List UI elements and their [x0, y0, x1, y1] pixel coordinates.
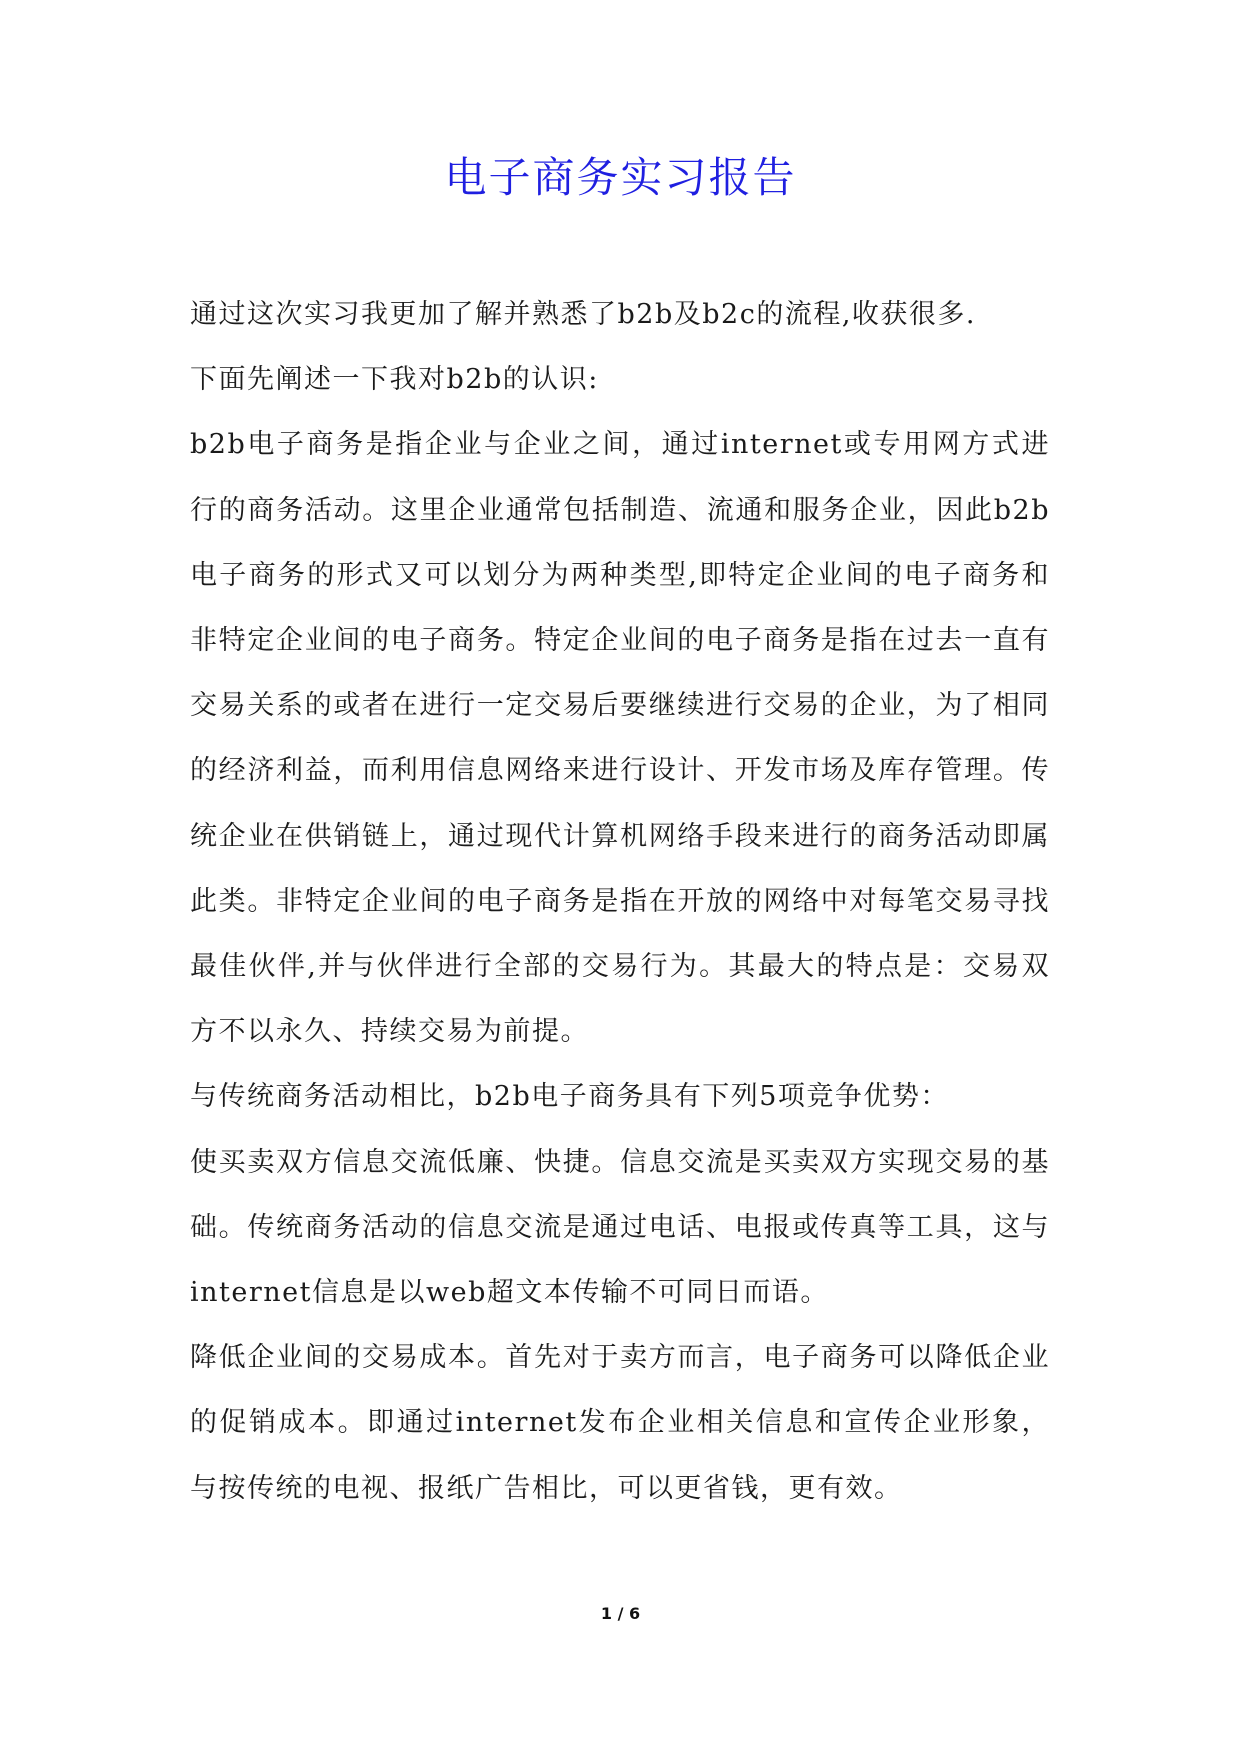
paragraph-advantages-intro: 与传统商务活动相比，b2b电子商务具有下列5项竞争优势： — [190, 1081, 949, 1113]
page-title: 电子商务实习报告 — [444, 153, 797, 202]
document-body — [190, 282, 1050, 1521]
paragraph-b2b-definition: b2b电子商务是指企业与企业之间，通过internet或专用网方式进行的商务活动。这里企业通常包括制造、流通和服务企业，因此b2b电子商务的形式又可以划分为两种类型,即特定企业间的电子商务和非特定企业间的电子商务。特定企业间的电子商务是指在过去一直有交易关系的或者在进行一定交易后要继续进行交易的企业，为了相同的经济利益，而利用信息网络来进行设计、开发市场及库存管理。传统企业在供销链上，通过现代计算机网络手段来进行的商务活动即属此类。非特定企业间的电子商务是指在开放的网络中对每笔交易寻找最佳伙伴,并与伙伴进行全部的交易行为。其最大的特点是：交易双方不以永久、持续交易为前提。 — [190, 429, 1050, 1048]
page-number: 1 / 6 — [600, 1604, 641, 1623]
paragraph-advantage-cost: 降低企业间的交易成本。首先对于卖方而言，电子商务可以降低企业的促销成本。即通过internet发布企业相关信息和宣传企业形象，与按传统的电视、报纸广告相比，可以更省钱，更有效。 — [190, 1342, 1050, 1504]
paragraph-intro: 通过这次实习我更加了解并熟悉了b2b及b2c的流程,收获很多. — [190, 299, 976, 330]
paragraph-b2b-heading: 下面先阐述一下我对b2b的认识: — [190, 364, 599, 396]
paragraph-advantage-communication: 使买卖双方信息交流低廉、快捷。信息交流是买卖双方实现交易的基础。传统商务活动的信息交流是通过电话、电报或传真等工具，这与internet信息是以web超文本传输不可同日而语。 — [190, 1146, 1050, 1309]
